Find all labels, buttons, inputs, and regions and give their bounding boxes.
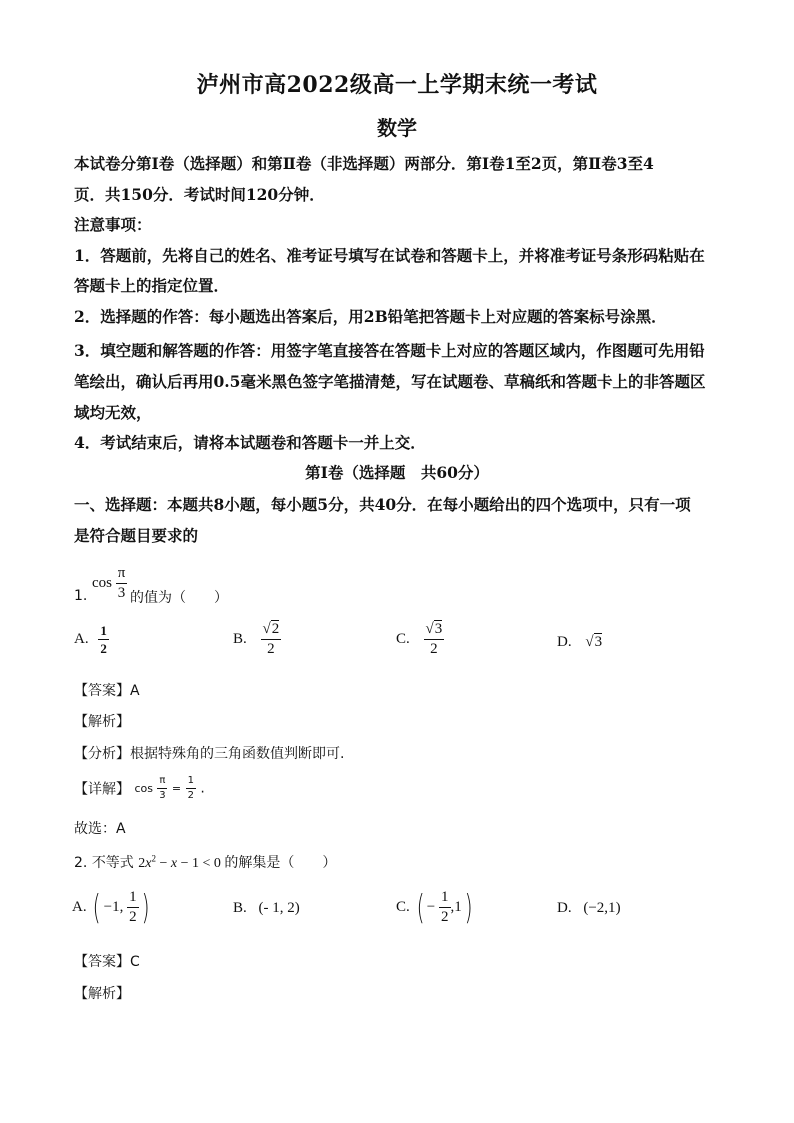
q2-ineq-x2: x	[170, 856, 178, 871]
q1-option-a-num: 1	[100, 623, 107, 638]
q1-detail-fraction-1	[157, 776, 167, 801]
exam-subject: 数学	[377, 116, 417, 140]
q2-option-c-lparen: (	[416, 887, 425, 928]
q2-option-b-value: - 1, 2	[263, 900, 295, 916]
q1-option-c-label: C.	[396, 631, 410, 647]
q1-detail	[74, 776, 205, 801]
note-3-line-2: 笔绘出，确认后再用0.5毫米黑色签字笔描清楚，写在试题卷、草稿纸和答题卡上的非答题区	[74, 372, 706, 391]
q1-option-b-den: 2	[267, 641, 275, 657]
q1-text: 的值为（ ）	[130, 590, 228, 606]
q2-option-a-fraction	[127, 890, 139, 925]
note-1-line-2: 答题卡上的指定位置．	[74, 276, 230, 295]
q1-option-c	[396, 622, 444, 657]
q2-option-d-lparen: (	[583, 900, 589, 916]
q1-option-b	[233, 622, 281, 657]
q2-answer: 【答案】C	[74, 954, 140, 970]
q1-detail-fraction-2-den: 2	[187, 790, 194, 801]
q1-detail-label: 【详解】	[74, 781, 130, 798]
q1-option-c-radicand: 3	[434, 621, 443, 637]
q1-option-d-value: √3	[585, 634, 603, 650]
q1-option-a-den: 2	[100, 641, 107, 656]
q1-analysis-label: 【解析】	[74, 714, 130, 730]
q2-option-c-num: 1	[439, 890, 451, 908]
q1-option-b-radicand: 2	[271, 621, 280, 637]
intro-line-2: 页．共150分．考试时间120分钟．	[74, 185, 325, 204]
note-1-line-1: 1．答题前，先将自己的姓名、准考证号填写在试卷和答题卡上，并将准考证号条形码粘贴在	[74, 246, 705, 265]
q2-option-a-left: −1,	[103, 899, 124, 915]
q1-option-b-num: √2	[261, 622, 282, 640]
q1-detail-eq: =	[171, 782, 182, 795]
q2-ineq-rest-2: − 1 < 0	[177, 856, 221, 871]
q2-inequality	[138, 853, 224, 871]
q2-option-c-right: ,1	[450, 899, 462, 915]
note-3-line-1: 3．填空题和解答题的作答：用签字笔直接答在答题卡上对应的答题区域内，作图题可先用铅	[74, 341, 705, 360]
q2-ineq-exp: 2	[151, 853, 156, 864]
q1-detail-fraction-1-den: 3	[159, 790, 166, 801]
q1-option-d-radicand: 3	[594, 634, 603, 650]
q1-number: 1.	[74, 588, 88, 604]
q2-option-c-den: 2	[441, 909, 449, 925]
q2-option-c	[396, 887, 475, 928]
q1-conclusion: 故选：A	[74, 821, 126, 837]
q2-option-a	[72, 887, 152, 928]
q1-fraction	[116, 566, 128, 601]
q2-option-d-label: D.	[557, 900, 572, 916]
q2-option-c-fraction	[439, 890, 451, 925]
q2-number: 2.	[74, 855, 88, 871]
intro-line-1: 本试卷分第Ⅰ卷（选择题）和第Ⅱ卷（非选择题）两部分．第Ⅰ卷1至2页，第Ⅱ卷3至4	[74, 154, 654, 173]
q2-option-b-rparen: )	[294, 900, 300, 916]
note-4: 4．考试结束后，请将本试题卷和答题卡一并上交．	[74, 433, 426, 452]
q1-option-c-num: √3	[424, 622, 445, 640]
q2-option-c-minus: −	[426, 899, 436, 915]
q1-detail-end: .	[200, 780, 205, 797]
q2-option-d	[557, 900, 621, 917]
note-2: 2．选择题的作答：每小题选出答案后，用2B铅笔把答题卡上对应题的答案标号涂黑．	[74, 307, 667, 326]
q1-option-b-label: B.	[233, 631, 247, 647]
q2-option-b	[233, 900, 300, 917]
q1-fraction-den: 3	[117, 585, 126, 601]
q1-option-a-fraction	[98, 624, 109, 655]
q1-option-d	[557, 634, 602, 651]
q1-option-a	[74, 624, 109, 655]
q2-option-c-rparen: )	[464, 887, 473, 928]
q2-prefix: 不等式	[91, 855, 134, 871]
q2-ineq-rest-1: −	[155, 856, 171, 871]
q2-option-b-label: B.	[233, 900, 247, 916]
q2-analysis-label: 【解析】	[74, 986, 130, 1002]
q2-option-a-lparen: (	[92, 887, 101, 928]
q1-fenxi: 【分析】根据特殊角的三角函数值判断即可.	[74, 746, 345, 762]
q2-ineq-coef: 2	[138, 856, 146, 871]
notes-heading: 注意事项：	[74, 215, 152, 234]
q1-option-c-fraction	[424, 622, 445, 657]
q2-option-b-lparen: (	[258, 900, 264, 916]
q1-fraction-num: π	[116, 566, 128, 584]
section-1-instruction-line-2: 是符合题目要求的	[74, 526, 199, 545]
q1-detail-fraction-2	[186, 776, 196, 801]
q1-cos: cos	[92, 574, 112, 591]
q1-detail-fraction-1-num: π	[157, 776, 167, 789]
q2-option-a-label: A.	[72, 899, 87, 915]
exam-title: 泸州市高2022级高一上学期末统一考试	[196, 72, 598, 98]
note-3-line-3: 域均无效，	[74, 403, 152, 422]
q1-option-d-label: D.	[557, 634, 572, 650]
q2-option-d-value: −2,1	[588, 900, 616, 916]
q2-option-c-label: C.	[396, 899, 410, 915]
q2-stem	[74, 852, 336, 872]
q2-option-a-rparen: )	[141, 887, 150, 928]
q2-option-a-den: 2	[129, 909, 137, 925]
section-1-heading: 第Ⅰ卷（选择题 共60分）	[305, 463, 489, 482]
section-1-instruction-line-1: 一、选择题：本题共8小题，每小题5分，共40分．在每小题给出的四个选项中，只有一项	[74, 495, 691, 514]
q2-text: 的解集是（ ）	[224, 855, 337, 871]
q2-option-a-num: 1	[127, 890, 139, 908]
q1-detail-fraction-2-num: 1	[186, 776, 196, 789]
q1-detail-cos: cos	[134, 782, 153, 795]
q1-expression	[92, 566, 127, 601]
q1-option-b-fraction	[261, 622, 282, 657]
q2-ineq-x: x	[145, 856, 152, 871]
q1-option-c-den: 2	[430, 641, 438, 657]
q1-answer: 【答案】A	[74, 683, 140, 699]
q1-option-a-label: A.	[74, 631, 89, 647]
q2-option-d-rparen: )	[615, 900, 621, 916]
